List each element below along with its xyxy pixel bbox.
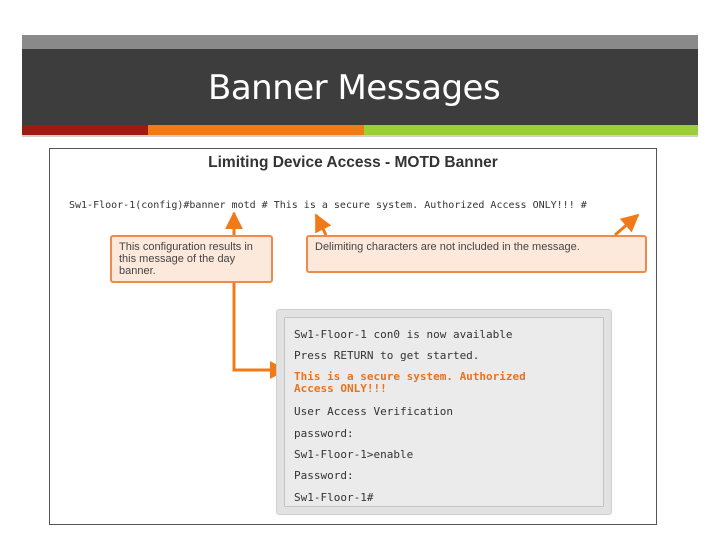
console-banner-line-1: This is a secure system. Authorized <box>294 370 526 383</box>
accent-stripe-green <box>364 125 698 135</box>
console-line-verification: User Access Verification <box>294 405 453 418</box>
banner-command-line: Sw1-Floor-1(config)#banner motd # This is a secure system. Authorized Access ONLY!!! # <box>69 200 587 211</box>
console-line-available: Sw1-Floor-1 con0 is now available <box>294 328 513 341</box>
console-banner-line-2: Access ONLY!!! <box>294 382 387 395</box>
console-line-enable: Sw1-Floor-1>enable <box>294 448 414 461</box>
console-line-privileged-prompt: Sw1-Floor-1# <box>294 491 374 504</box>
accent-stripe-orange <box>148 125 364 135</box>
top-accent-bar <box>22 35 698 49</box>
callout-configuration-result-text: This configuration results in this message of the day banner. <box>119 241 253 277</box>
arrow-to-opening-delimiter <box>316 215 326 235</box>
slide-title: Banner Messages <box>208 68 501 108</box>
figure-frame <box>49 148 657 525</box>
stripe-divider <box>22 135 698 137</box>
arrow-to-closing-delimiter <box>615 215 638 235</box>
callout-delimiting-characters-text: Delimiting characters are not included in the message. <box>315 241 580 253</box>
console-line-password-prompt-2: Password: <box>294 469 354 482</box>
console-line-press-return: Press RETURN to get started. <box>294 349 480 362</box>
console-screen <box>284 317 604 507</box>
console-line-password-prompt: password: <box>294 427 354 440</box>
accent-stripe-red <box>22 125 148 135</box>
figure-title: Limiting Device Access - MOTD Banner <box>208 154 498 171</box>
console-output-panel <box>276 309 612 515</box>
